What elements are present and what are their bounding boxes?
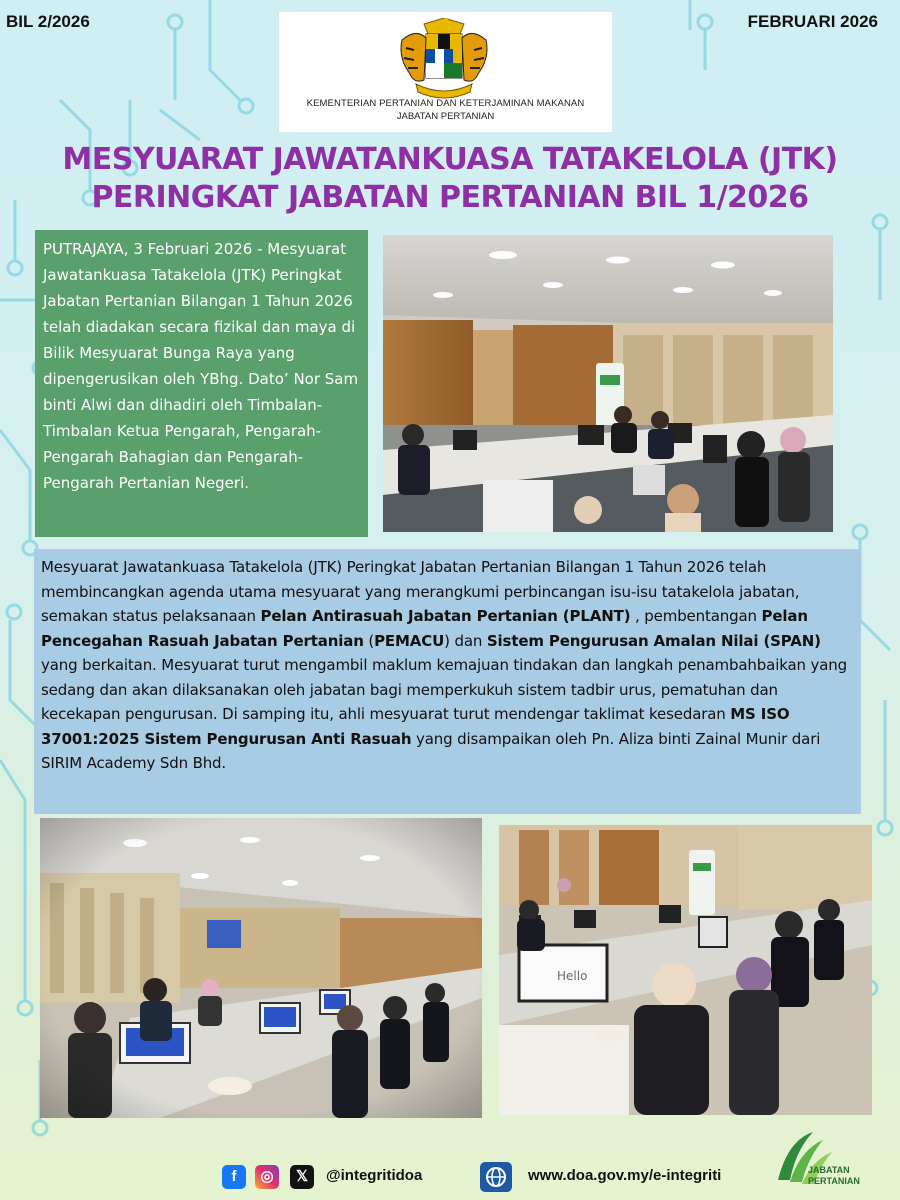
summary-text-5: yang berkaitan. Mesyuarat turut mengambil maklum kemajuan tindakan dan langkah penambahbaikan yang sedang dan akan dilaksanakan oleh jabatan bagi memperkukuh sistem tadbir urus, pematuhan dan kecekapan pengurusan. Di samping itu, ahli mesyuarat turut mendengar taklimat kesedaran bbox=[41, 656, 848, 723]
coat-of-arms-icon bbox=[394, 18, 494, 100]
meeting-photo-3 bbox=[499, 825, 872, 1115]
page-title-line-1: MESYUARAT JAWATANKUASA TATAKELOLA (JTK) bbox=[62, 142, 838, 177]
monitor-screen-text: Hello bbox=[557, 969, 588, 983]
facebook-icon[interactable]: f bbox=[222, 1165, 246, 1189]
summary-text-2: , pembentangan bbox=[630, 607, 762, 625]
doa-logo-text-1: JABATAN bbox=[808, 1165, 850, 1175]
summary-text bbox=[41, 555, 853, 776]
department-name: JABATAN PERTANIAN bbox=[396, 111, 495, 122]
intro-panel bbox=[35, 230, 368, 537]
iso-standard-name: MS ISO 37001:2025 Sistem Pengurusan Anti Rasuah bbox=[41, 705, 790, 748]
issue-date: FEBRUARI 2026 bbox=[747, 12, 878, 31]
ministry-name: KEMENTERIAN PERTANIAN DAN KETERJAMINAN MAKANAN bbox=[306, 98, 585, 109]
issue-number: BIL 2/2026 bbox=[6, 12, 90, 31]
social-handle[interactable]: @integritidoa bbox=[326, 1167, 423, 1184]
ministry-logo-box bbox=[279, 12, 612, 132]
plant-plan-name: Pelan Antirasuah Jabatan Pertanian (PLANT) bbox=[260, 607, 631, 625]
span-system-name: Sistem Pengurusan Amalan Nilai (SPAN) bbox=[486, 631, 821, 650]
pemacu-acronym: PEMACU bbox=[374, 631, 445, 650]
page-title-line-2: PERINGKAT JABATAN PERTANIAN BIL 1/2026 bbox=[91, 180, 809, 215]
summary-text-1: Mesyuarat Jawatankuasa Tatakelola (JTK) Peringkat Jabatan Pertanian Bilangan 1 Tahun 2026 telah membincangkan agenda utama mesyuarat yang merangkumi perbincangan isu-isu tatakelola jabatan, semakan status pelaksanaan bbox=[41, 558, 800, 625]
doa-logo-text-2: PERTANIAN bbox=[808, 1176, 860, 1186]
meeting-photo-2 bbox=[40, 818, 482, 1118]
summary-text-4: ) dan bbox=[444, 631, 487, 650]
meeting-photo-1 bbox=[383, 235, 833, 532]
summary-text-3: ( bbox=[363, 631, 375, 650]
pemacu-plan-name: Pelan Pencegahan Rasuah Jabatan Pertanian bbox=[41, 607, 808, 650]
instagram-icon[interactable]: ◎ bbox=[255, 1165, 279, 1189]
summary-text-6: yang disampaikan oleh Pn. Aliza binti Zainal Munir dari SIRIM Academy Sdn Bhd. bbox=[41, 729, 821, 772]
summary-panel bbox=[34, 549, 861, 814]
website-link[interactable]: www.doa.gov.my/e-integriti bbox=[528, 1167, 722, 1184]
doa-logo-text bbox=[808, 1165, 860, 1187]
intro-text: PUTRAJAYA, 3 Februari 2026 - Mesyuarat Jawatankuasa Tatakelola (JTK) Peringkat Jabatan Pertanian Bilangan 1 Tahun 2026 telah diadakan secara fizikal dan maya di Bilik Mesyuarat Bunga Raya yang dipengerusikan oleh YBhg. Dato’ Nor Sam binti Alwi dan dihadiri oleh Timbalan-Timbalan Ketua Pengarah, Pengarah-Pengarah Bahagian dan Pengarah-Pengarah Pertanian Negeri. bbox=[43, 240, 359, 492]
x-twitter-icon[interactable]: 𝕏 bbox=[290, 1165, 314, 1189]
globe-icon[interactable] bbox=[480, 1162, 512, 1192]
